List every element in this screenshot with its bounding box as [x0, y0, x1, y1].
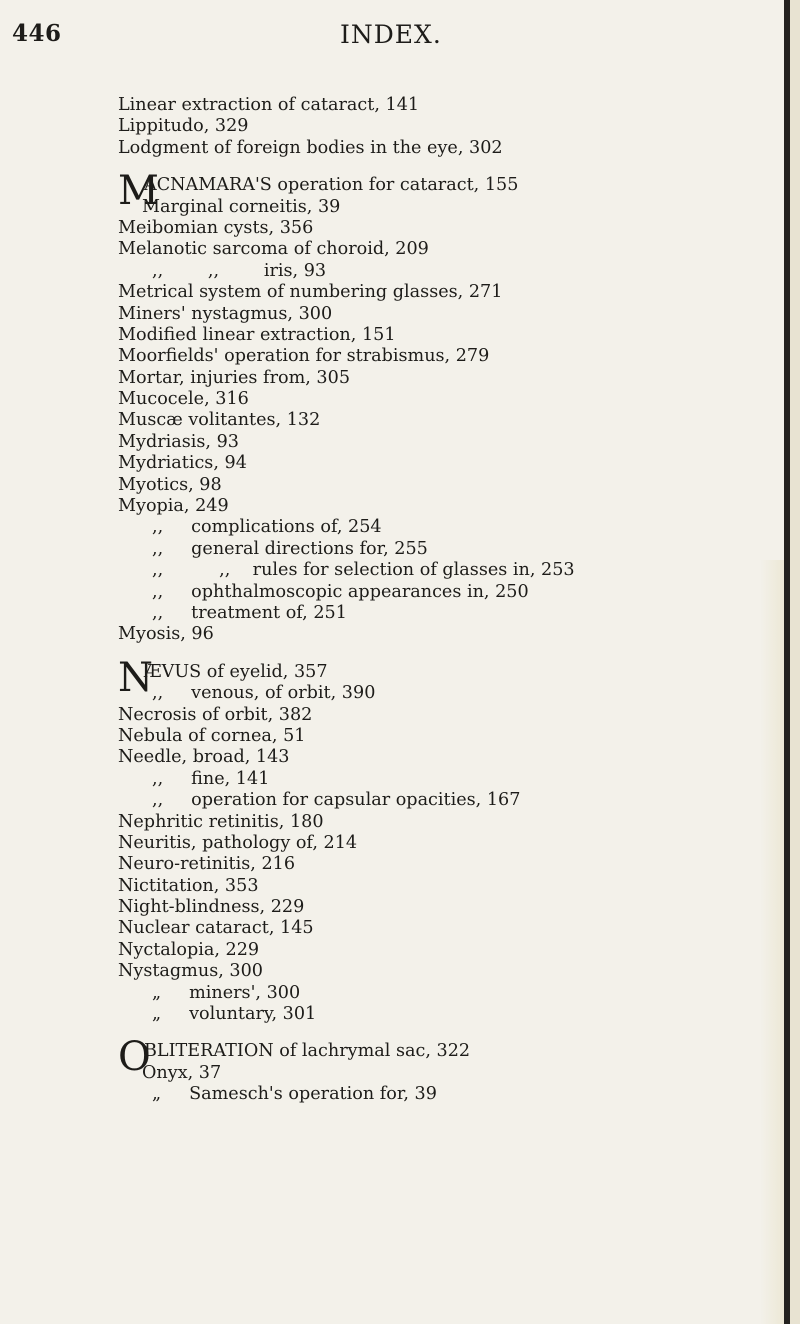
page-header: [0, 12, 800, 52]
index-subentry: ,, venous, of orbit, 390: [152, 683, 376, 704]
index-entry: Lippitudo, 329: [118, 116, 249, 137]
index-entry: ÆVUS of eyelid, 357: [144, 661, 328, 682]
section-gap: [118, 646, 778, 662]
index-subentry: „ miners', 300: [152, 982, 301, 1003]
index-entry: Neuro-retinitis, 216: [118, 854, 296, 875]
index-entry: Mucocele, 316: [118, 389, 249, 410]
index-entry: Night-blindness, 229: [118, 897, 305, 918]
index-subentry: ,, complications of, 254: [152, 517, 382, 538]
page-number: 446: [12, 20, 62, 47]
index-subentry: „ voluntary, 301: [152, 1004, 317, 1025]
index-entry: Myosis, 96: [118, 624, 214, 645]
index-entry: Meibomian cysts, 356: [118, 217, 314, 238]
index-entry: Nebula of cornea, 51: [118, 725, 306, 746]
index-entry: Nictitation, 353: [118, 875, 259, 896]
drop-initial: M: [118, 168, 159, 215]
index-entry: Marginal corneitis, 39: [142, 196, 341, 217]
index-entry: Nuclear cataract, 145: [118, 918, 314, 939]
index-entry: Needle, broad, 143: [118, 747, 290, 768]
section-gap: [118, 1025, 778, 1041]
index-entry: Linear extraction of cataract, 141: [118, 95, 420, 115]
index-entry: Muscæ volitantes, 132: [118, 410, 321, 431]
index-entry: Necrosis of orbit, 382: [118, 704, 313, 725]
index-entry: Myotics, 98: [118, 474, 222, 495]
running-head: INDEX.: [340, 20, 442, 49]
index-entry: Lodgment of foreign bodies in the eye, 302: [118, 137, 503, 158]
index-entry: Mydriatics, 94: [118, 453, 247, 474]
index-entry: Onyx, 37: [142, 1062, 222, 1083]
index-subentry: ,, fine, 141: [152, 768, 270, 789]
index-entry: Nephritic retinitis, 180: [118, 811, 324, 832]
index-entry: Mortar, injuries from, 305: [118, 367, 351, 388]
index-entry: Mydriasis, 93: [118, 431, 239, 452]
index-entry: Myopia, 249: [118, 496, 229, 517]
index-subentry: ,, ,, iris, 93: [152, 260, 327, 281]
index-entry: Modified linear extraction, 151: [118, 324, 396, 345]
index-subentry: ,, ophthalmoscopic appearances in, 250: [152, 581, 529, 602]
index-subentry: ,, general directions for, 255: [152, 538, 428, 559]
index-entries: [118, 95, 778, 1106]
drop-initial: O: [118, 1034, 151, 1081]
index-entry: Miners' nystagmus, 300: [118, 303, 333, 324]
index-entry: Melanotic sarcoma of choroid, 209: [118, 239, 429, 260]
index-subentry: ,, operation for capsular opacities, 167: [152, 790, 521, 811]
index-entry: BLITERATION of lachrymal sac, 322: [144, 1041, 471, 1062]
index-entry: Neuritis, pathology of, 214: [118, 832, 358, 853]
index-entry: Metrical system of numbering glasses, 271: [118, 282, 503, 303]
page-edge-shadow: [790, 0, 800, 1324]
index-entry: ACNAMARA'S operation for cataract, 155: [144, 175, 519, 196]
section-gap: [118, 159, 778, 175]
index-entry: Nystagmus, 300: [118, 961, 263, 982]
index-entry: Moorfields' operation for strabismus, 279: [118, 346, 490, 367]
index-subentry: ,, ,, rules for selection of glasses in, 253: [152, 560, 575, 581]
page-edge: [784, 0, 790, 1324]
drop-initial: N: [118, 654, 153, 701]
index-subentry: ,, treatment of, 251: [152, 602, 347, 623]
index-entry: Nyctalopia, 229: [118, 939, 260, 960]
index-subentry: „ Samesch's operation for, 39: [152, 1084, 437, 1105]
